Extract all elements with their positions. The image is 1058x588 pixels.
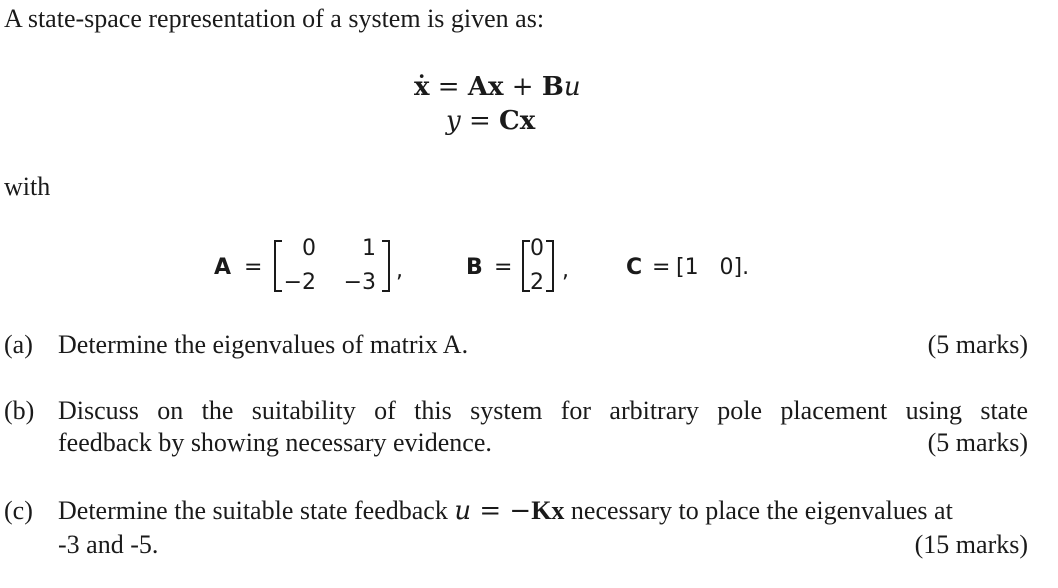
x-dot-symbol: ẋ [414,72,430,102]
matrix-b-equals: = [494,255,513,280]
question-c-line1 [58,496,953,526]
question-a-text: Determine the eigenvalues of matrix A. [58,330,469,359]
u-symbol: u [454,496,472,526]
question-c-text-post: necessary to place the eigenvalues at [564,496,953,525]
question-b-line2: feedback by showing necessary evidence. [58,428,492,457]
question-b-line1: Discuss on the suitability of this system for arbitrary pole placement using state [58,396,1028,425]
matrix-c-label: C [626,255,643,280]
equals-sign: = [468,106,491,136]
matrix-a-label: A [214,255,232,280]
question-a-marks: (5 marks) [927,330,1028,359]
matrix-a-cell-11: 0 [302,236,316,261]
plus-sign: + [511,72,534,102]
equals-sign: = [437,72,460,102]
intro-text: A state-space representation of a system is given as: [4,4,545,33]
question-c-marks: (15 marks) [914,530,1028,559]
matrix-a-comma: , [396,258,403,283]
question-c-label: (c) [4,496,33,525]
matrix-c-values: [1 0]. [676,255,750,280]
matrix-b-comma: , [562,258,569,283]
b-matrix-symbol: B [541,72,564,102]
cx-term: Cx [499,106,536,136]
matrix-c-equals: = [652,255,671,280]
matrix-b-cell-1: 0 [530,236,544,261]
matrix-a-cell-12: 1 [362,236,376,261]
matrix-a-cell-21: −2 [283,270,316,295]
matrix-b-cell-2: 2 [530,270,544,295]
y-symbol: y [446,106,461,136]
question-b-marks: (5 marks) [927,428,1028,457]
ax-term: Ax [467,72,504,102]
question-b-label: (b) [4,396,35,425]
question-c-line2: -3 and -5. [58,530,159,559]
u-symbol: u [563,72,581,102]
matrix-b-label: B [466,255,483,280]
kx-term: Kx [531,496,565,525]
question-a-label: (a) [4,330,33,359]
equals-minus: = − [471,496,532,526]
matrix-a-cell-22: −3 [343,270,376,295]
question-c-text-pre: Determine the suitable state feedback [58,496,455,525]
matrix-a-equals: = [244,255,263,280]
with-text: with [4,172,51,201]
